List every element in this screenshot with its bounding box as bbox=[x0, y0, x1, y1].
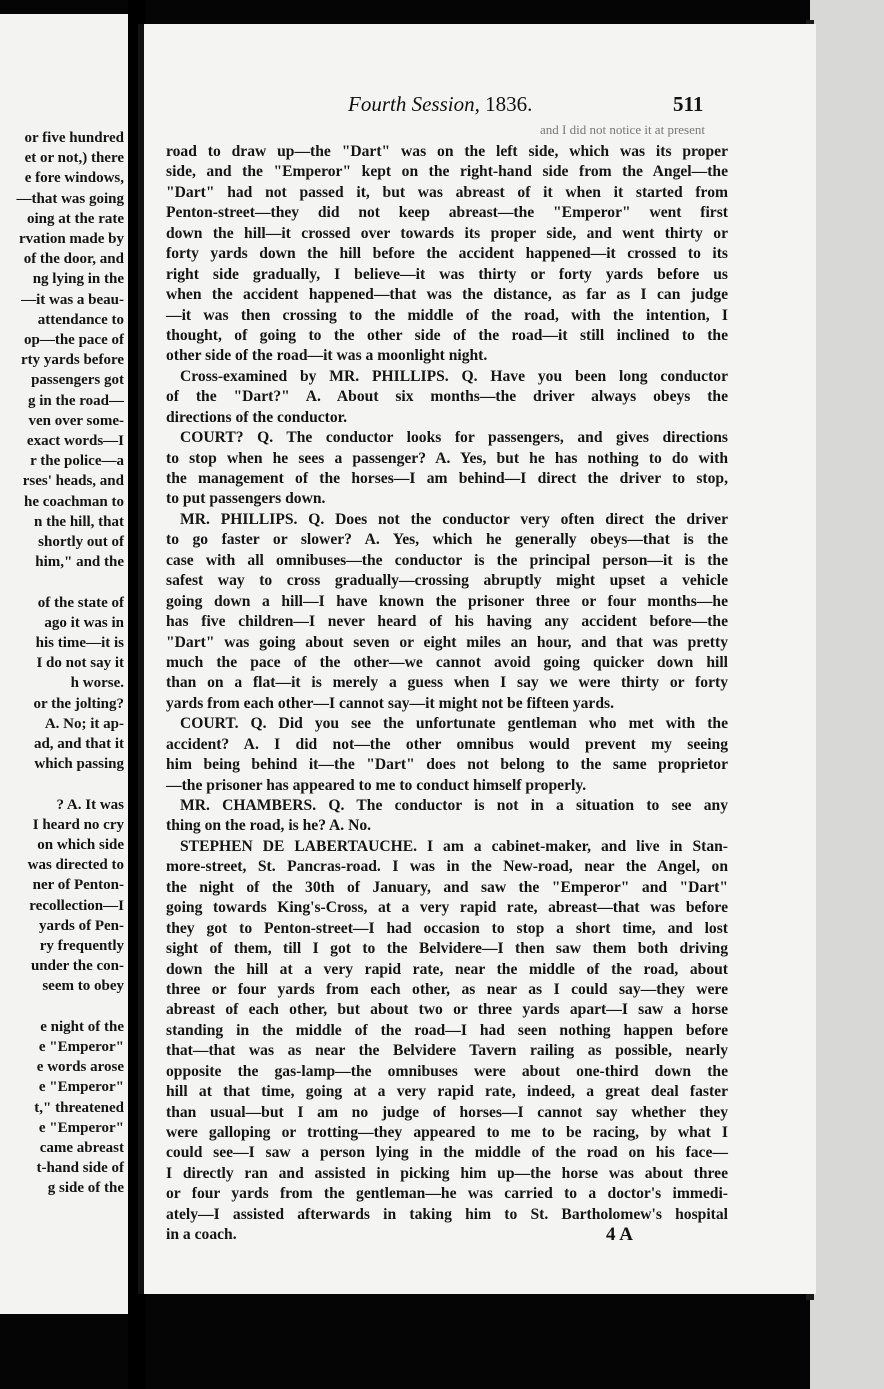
left-page-line: g side of the bbox=[47, 1180, 124, 1197]
session-title: Fourth Session, bbox=[348, 92, 480, 116]
left-page-line: n the hill, that bbox=[33, 513, 124, 530]
left-page-line: under the con- bbox=[30, 958, 124, 975]
text-line: road to draw up—the "Dart" was on the left side, which was its proper bbox=[166, 143, 728, 160]
left-page-line: ad, and that it bbox=[33, 736, 124, 752]
left-page-line: ? A. It was bbox=[56, 796, 124, 813]
running-head bbox=[348, 92, 532, 117]
left-page-line: e "Emperor" bbox=[38, 1039, 124, 1055]
page-body bbox=[166, 142, 728, 1246]
left-facing-page bbox=[0, 14, 128, 1314]
text-line: thing on the road, is he? A. No. bbox=[166, 817, 372, 835]
text-line: down the hill at a very rapid rate, near the middle of the road, about bbox=[166, 960, 728, 978]
left-page-line: ng lying in the bbox=[32, 271, 124, 288]
left-page-line: passengers got bbox=[31, 372, 124, 389]
left-page-line: of the door, and bbox=[23, 251, 124, 268]
left-page-line: —that was going bbox=[16, 190, 124, 207]
text-line: than on a flat—it is merely a guess when I say we were thirty or forty bbox=[166, 674, 728, 692]
left-page-line: ry frequently bbox=[39, 938, 124, 954]
left-page-line: he coachman to bbox=[24, 493, 124, 510]
left-page-line: ago it was in bbox=[44, 614, 124, 631]
left-page-line: op—the pace of bbox=[24, 332, 124, 348]
left-page-line: rty yards before bbox=[20, 352, 124, 369]
left-page-line: h worse. bbox=[70, 675, 124, 692]
text-line: sight of them, till I got to the Belvidere—I then saw them both driving bbox=[166, 940, 728, 958]
text-line: "Dart" was going about seven or eight miles an hour, and that was pretty bbox=[166, 633, 728, 651]
text-line: MR. PHILLIPS. Q. Does not the conductor very often direct the driver bbox=[180, 510, 728, 528]
text-line: has five children—I never heard of his having any accident before—the bbox=[166, 613, 728, 631]
text-line: directions of the conductor. bbox=[166, 408, 348, 426]
text-line: more-street, St. Pancras-road. I was in the New-road, near the Angel, on bbox=[166, 858, 728, 876]
signature-mark: 4 A bbox=[606, 1224, 633, 1245]
left-page-line: seem to obey bbox=[42, 978, 124, 995]
page-number: 511 bbox=[673, 92, 704, 116]
text-line: COURT? Q. The conductor looks for passengers, and gives directions bbox=[180, 429, 728, 447]
text-line: they got to Penton-street—I had occasion to stop a short time, and lost bbox=[166, 919, 728, 937]
left-page-line: e "Emperor" bbox=[38, 1119, 124, 1136]
left-page-line: g in the road— bbox=[28, 392, 124, 409]
text-line: forty yards down the hill before the accident happened—it crossed to its bbox=[166, 245, 728, 263]
text-line: in a coach. bbox=[166, 1226, 237, 1244]
left-page-line: t," threatened bbox=[34, 1099, 124, 1116]
left-page-line: his time—it is bbox=[35, 635, 124, 651]
left-page-line: e "Emperor" bbox=[38, 1079, 124, 1096]
left-page-line: attendance to bbox=[37, 311, 124, 328]
left-page-line: rvation made by bbox=[19, 231, 124, 247]
left-page-line: which passing bbox=[34, 756, 124, 773]
text-line: down the hill—it crossed over towards its proper side, and went thirty or bbox=[166, 224, 728, 242]
left-page-line: or five hundred bbox=[24, 130, 124, 146]
text-line: when the accident happened—that was the distance, as far as I can judge bbox=[166, 286, 728, 304]
text-line: side, and the "Emperor" kept on the right-hand side from the Angel—the bbox=[166, 163, 728, 181]
text-line: ately—I assisted afterwards in taking him to St. Bartholomew's hospital bbox=[166, 1205, 728, 1223]
left-page-line: was directed to bbox=[27, 857, 124, 874]
text-line: abreast of each other, but about two or three yards apart—I saw a horse bbox=[166, 1001, 728, 1019]
text-line: accident? A. I did not—the other omnibus would prevent my seeing bbox=[166, 735, 728, 753]
text-line: Penton-street—they did not keep abreast—the "Emperor" went first bbox=[166, 204, 728, 222]
left-page-line: e fore windows, bbox=[24, 170, 124, 187]
bleed-through-text: and I did not notice it at present bbox=[540, 122, 705, 137]
text-line: him being behind it—the "Dart" does not belong to the same proprietor bbox=[166, 756, 728, 774]
text-line: Cross-examined by MR. PHILLIPS. Q. Have you been long conductor bbox=[180, 367, 728, 385]
text-line: case with all omnibuses—the conductor is the principal person—it is the bbox=[166, 551, 728, 569]
text-line: I directly ran and assisted in picking him up—the horse was about three bbox=[166, 1164, 728, 1182]
text-line: COURT. Q. Did you see the unfortunate gentleman who met with the bbox=[180, 715, 728, 733]
left-page-line: recollection—I bbox=[29, 897, 124, 914]
left-page-line: of the state of bbox=[37, 594, 124, 611]
text-line: hill at that time, going at a very rapid rate, indeed, a great deal faster bbox=[166, 1083, 728, 1101]
left-page-line: yards of Pen- bbox=[39, 917, 124, 934]
left-page-line: et or not,) there bbox=[24, 150, 124, 167]
text-line: standing in the middle of the road—I had seen nothing happen before bbox=[166, 1021, 728, 1039]
scanner-edge bbox=[810, 0, 884, 1389]
text-line: to go faster or slower? A. Yes, which he generally obeys—that is the bbox=[166, 531, 728, 549]
left-page-line: or the jolting? bbox=[33, 695, 124, 712]
left-page-line: r the police—a bbox=[30, 453, 124, 470]
left-page-line: him," and the bbox=[35, 554, 124, 571]
left-page-line: came abreast bbox=[39, 1140, 124, 1156]
left-page-line: A. No; it ap- bbox=[44, 715, 124, 732]
text-line: could see—I saw a person lying in the middle of the road on his face— bbox=[166, 1144, 728, 1162]
text-line: the night of the 30th of January, and saw the "Emperor" and "Dart" bbox=[166, 878, 728, 896]
text-line: MR. CHAMBERS. Q. The conductor is not in a situation to see any bbox=[180, 797, 728, 814]
text-line: were galloping or trotting—they appeared to me to be racing, by what I bbox=[166, 1124, 728, 1141]
text-line: opposite the gas-lamp—the omnibuses were about one-third down the bbox=[166, 1062, 728, 1080]
text-line: going down a hill—I have known the prisoner three or four months—he bbox=[166, 592, 728, 610]
text-line: that—that was as near the Belvidere Tavern railing as possible, nearly bbox=[166, 1042, 728, 1060]
left-page-line: exact words—I bbox=[26, 433, 124, 449]
text-line: —the prisoner has appeared to me to conduct himself properly. bbox=[166, 776, 587, 794]
text-line: safest way to cross gradually—crossing abruptly might upset a vehicle bbox=[166, 572, 728, 590]
left-page-line: on which side bbox=[37, 837, 124, 853]
left-page-line: shortly out of bbox=[38, 534, 124, 550]
text-line: other side of the road—it was a moonlight night. bbox=[166, 347, 488, 365]
text-line: "Dart" had not passed it, but was abreast of it when it started from bbox=[166, 183, 728, 201]
left-page-line: t-hand side of bbox=[36, 1160, 124, 1177]
left-page-line: ner of Penton- bbox=[32, 877, 124, 894]
text-line: or four yards from the gentleman—he was carried to a doctor's immedi- bbox=[166, 1185, 728, 1203]
text-line: yards from each other—I cannot say—it might not be fifteen yards. bbox=[166, 694, 614, 712]
left-page-line: ven over some- bbox=[28, 412, 124, 429]
text-line: much the pace of the other—we cannot avoid going quicker down hill bbox=[166, 653, 728, 671]
left-page-line: e night of the bbox=[40, 1018, 124, 1035]
left-page-line: I do not say it bbox=[36, 655, 124, 672]
text-line: going towards King's-Cross, at a very rapid rate, abreast—that was before bbox=[166, 899, 728, 917]
text-line: thought, of going to the other side of the road—it still inclined to the bbox=[166, 326, 728, 344]
left-page-line: e words arose bbox=[36, 1059, 124, 1076]
text-line: three or four yards from each other, as near as I could say—they were bbox=[166, 980, 728, 998]
left-page-line: —it was a beau- bbox=[21, 291, 124, 308]
text-line: —it was then crossing to the middle of the road, with the intention, I bbox=[166, 306, 728, 324]
left-page-line: oing at the rate bbox=[26, 210, 124, 227]
text-line: STEPHEN DE LABERTAUCHE. I am a cabinet-maker, and live in Stan- bbox=[180, 837, 728, 855]
text-line: of the "Dart?" A. About six months—the driver always obeys the bbox=[166, 388, 728, 406]
text-line: to stop when he sees a passenger? A. Yes, but he has nothing to do with bbox=[166, 449, 728, 467]
session-year: 1836. bbox=[485, 92, 533, 116]
text-line: than usual—but I am no judge of horses—I cannot say whether they bbox=[166, 1103, 728, 1121]
text-line: the management of the horses—I am behind—I direct the driver to stop, bbox=[166, 470, 728, 487]
text-line: right side gradually, I believe—it was thirty or forty yards before us bbox=[166, 265, 728, 283]
left-page-line: I heard no cry bbox=[32, 816, 124, 833]
text-line: to put passengers down. bbox=[166, 490, 326, 508]
left-page-line: rses' heads, and bbox=[22, 473, 124, 490]
